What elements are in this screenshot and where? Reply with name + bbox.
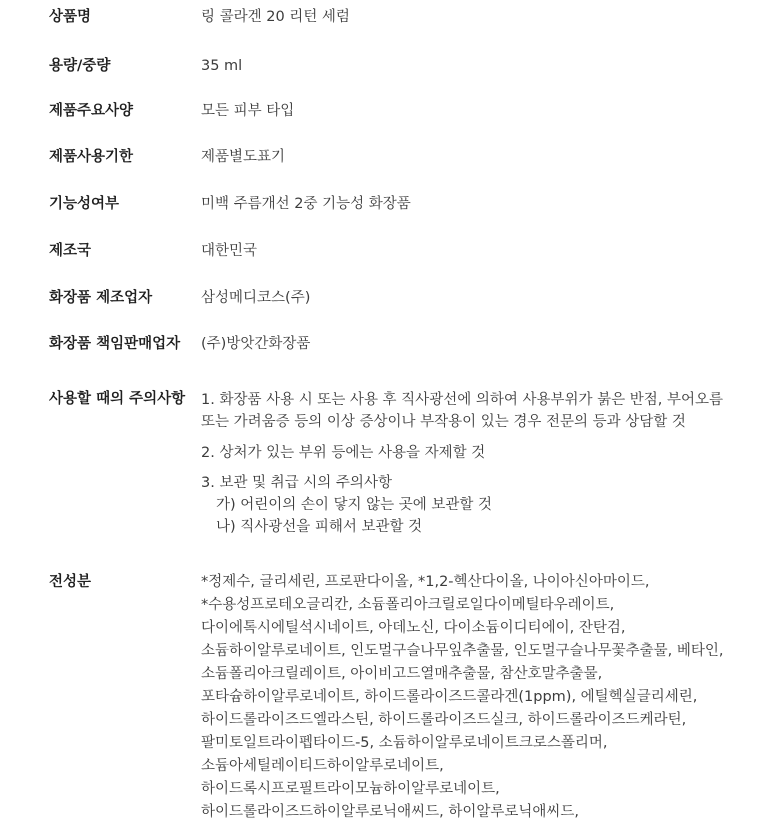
ingredient-line: 소듐폴리아크릴레이트, 아이비고드열매추출물, 참산호말추출물, bbox=[201, 666, 603, 682]
caution-label: 사용할 때의 주의사항 bbox=[49, 391, 186, 407]
info-value: 35 ml bbox=[201, 58, 243, 74]
info-value: 미백 주름개선 2중 기능성 화장품 bbox=[201, 196, 411, 212]
info-value: 대한민국 bbox=[201, 243, 258, 259]
info-label: 기능성여부 bbox=[49, 196, 120, 212]
info-value: 삼성메디코스(주) bbox=[201, 290, 311, 306]
info-label: 화장품 제조업자 bbox=[49, 290, 153, 306]
info-label: 제조국 bbox=[49, 243, 92, 259]
caution-item-3: 3. 보관 및 취급 시의 주의사항 bbox=[201, 475, 392, 491]
ingredient-line: 팔미토일트라이펩타이드-5, 소듐하이알루로네이트크로스폴리머, bbox=[201, 735, 608, 751]
caution-item-3b: 나) 직사광선을 피해서 보관할 것 bbox=[216, 519, 423, 535]
info-value: (주)방앗간화장품 bbox=[201, 336, 311, 352]
info-value: 모든 피부 타입 bbox=[201, 103, 295, 119]
ingredient-line: 포타슘하이알루로네이트, 하이드롤라이즈드콜라겐(1ppm), 에틸헥실글리세린, bbox=[201, 689, 698, 705]
info-value: 링 콜라겐 20 리턴 세럼 bbox=[201, 9, 350, 25]
ingredient-line: 소듐하이알루로네이트, 인도멀구슬나무잎추출물, 인도멀구슬나무꽃추출물, 베타인, bbox=[201, 643, 724, 659]
ingredient-line: *정제수, 글리세린, 프로판다이올, *1,2-헥산다이올, 나이아신아마이드, bbox=[201, 574, 650, 590]
ingredient-line: 하이드롤라이즈드엘라스틴, 하이드롤라이즈드실크, 하이드롤라이즈드케라틴, bbox=[201, 712, 687, 728]
caution-item-1-line-1: 1. 화장품 사용 시 또는 사용 후 직사광선에 의하여 사용부위가 붉은 반점, 부어오름 bbox=[201, 392, 723, 408]
ingredients-label: 전성분 bbox=[49, 574, 92, 590]
info-label: 제품사용기한 bbox=[49, 149, 134, 165]
ingredient-line: 소듐아세틸레이티드하이알루로네이트, bbox=[201, 758, 444, 774]
caution-item-1-line-2: 또는 가려움증 등의 이상 증상이나 부작용이 있는 경우 전문의 등과 상담할 것 bbox=[201, 414, 686, 430]
caution-item-3a: 가) 어린이의 손이 닿지 않는 곳에 보관할 것 bbox=[216, 497, 493, 513]
info-label: 용량/중량 bbox=[49, 58, 111, 74]
ingredient-line: 하이드롤라이즈드하이알루로닉애씨드, 하이알루로닉애씨드, bbox=[201, 804, 580, 820]
ingredient-line: *수용성프로테오글리칸, 소듐폴리아크릴로일다이메틸타우레이트, bbox=[201, 597, 615, 613]
info-label: 화장품 책임판매업자 bbox=[49, 336, 181, 352]
ingredient-line: 다이에톡시에틸석시네이트, 아데노신, 다이소듐이디티에이, 잔탄검, bbox=[201, 620, 626, 636]
ingredient-line: 하이드록시프로필트라이모늄하이알루로네이트, bbox=[201, 781, 500, 797]
caution-item-2: 2. 상처가 있는 부위 등에는 사용을 자제할 것 bbox=[201, 445, 486, 461]
info-label: 상품명 bbox=[49, 9, 92, 25]
info-label: 제품주요사양 bbox=[49, 103, 134, 119]
info-value: 제품별도표기 bbox=[201, 149, 286, 165]
